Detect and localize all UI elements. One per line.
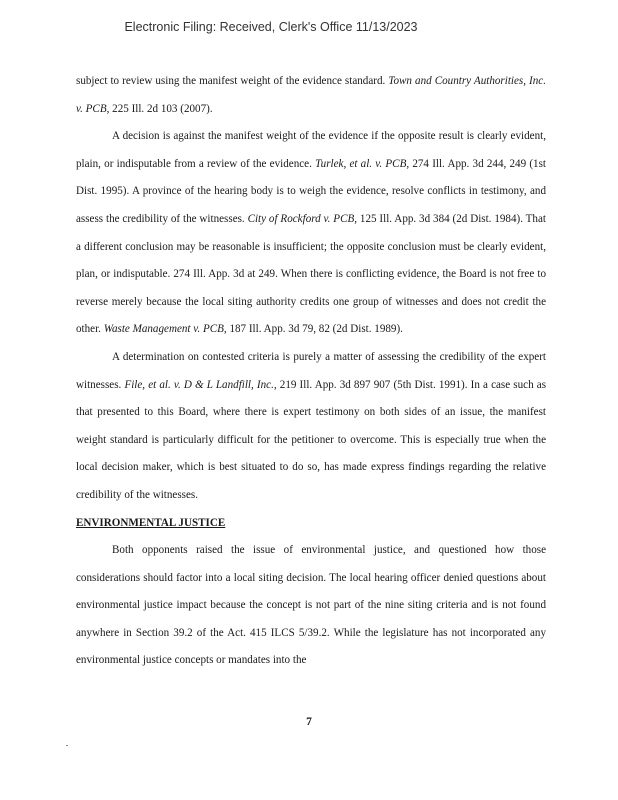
paragraph-1-text: subject to review using the manifest weight of the evidence standard. — [76, 75, 389, 87]
paragraph-4-text: Both opponents raised the issue of environmental justice, and questioned how those considerations should factor into a local siting decision. The local hearing officer denied questions about environmental justice impact because the concept is not part of the nine siting criteria and is not found anywhere in Section 39.2 of the Act. 415 ILCS 5/39.2. While the legislature has not incorporated any environmental justice concepts or mandates into the — [76, 544, 546, 667]
paragraph-1 — [76, 68, 546, 123]
section-heading: ENVIRONMENTAL JUSTICE — [76, 516, 226, 529]
filing-stamp — [0, 20, 618, 34]
paragraph-2-text: , 274 Ill. App. 3d 244, 249 (1st Dist. 1995). A province of the hearing body is to weigh the evidence, resolve conflicts in testimony, and assess the credibility of the witnesses. — [76, 157, 546, 225]
case-citation: Turlek, et al. v. PCB — [315, 157, 407, 170]
paragraph-2 — [76, 123, 546, 344]
page-number: 7 — [306, 716, 312, 728]
case-citation: City of Rockford v. PCB — [247, 212, 355, 225]
paragraph-3-text: , 219 Ill. App. 3d 897 907 (5th Dist. 1991). In a case such as that presented to this Board, where there is expert testimony on both sides of an issue, the manifest weight standard is particularly difficult for the petitioner to overcome. This is especially true when the local decision maker, which is best situated to do so, has made express findings regarding the relative credibility of the witnesses. — [76, 378, 547, 501]
paragraph-2-text: A decision is against the manifest weight of the evidence if the opposite result is clearly evident, plain, or indisputable from a review of the evidence. — [76, 130, 546, 170]
case-citation: Town and Country Authorities, Inc. v. PCB — [76, 75, 546, 115]
paragraph-3-text: A determination on contested criteria is purely a matter of assessing the credibility of the expert witnesses. — [76, 350, 546, 391]
paragraph-3 — [76, 344, 546, 510]
paragraph-4 — [76, 537, 546, 675]
case-citation: File, et al. v. D & L Landfill, Inc. — [124, 378, 274, 391]
case-citation: Waste Management v. PCB — [103, 323, 224, 336]
paragraph-1-text-end: , 225 Ill. 2d 103 (2007). — [106, 102, 213, 115]
filing-stamp-text: Electronic Filing: Received, Clerk's Office 11/13/2023 — [124, 20, 418, 34]
paragraph-2-text: , 187 Ill. App. 3d 79, 82 (2d Dist. 1989). — [223, 323, 403, 336]
document-body — [76, 68, 546, 675]
scan-speck — [66, 745, 68, 746]
paragraph-2-text: , 125 Ill. App. 3d 384 (2d Dist. 1984). That a different conclusion may be reasonable is insufficient; the opposite conclusion must be clearly evident, plan, or indisputable. 274 Ill. App. 3d at 249. When there is conflicting evidence, the Board is not free to reverse merely because the local siting authority credits one group of witnesses and does not credit the other. — [76, 212, 546, 336]
